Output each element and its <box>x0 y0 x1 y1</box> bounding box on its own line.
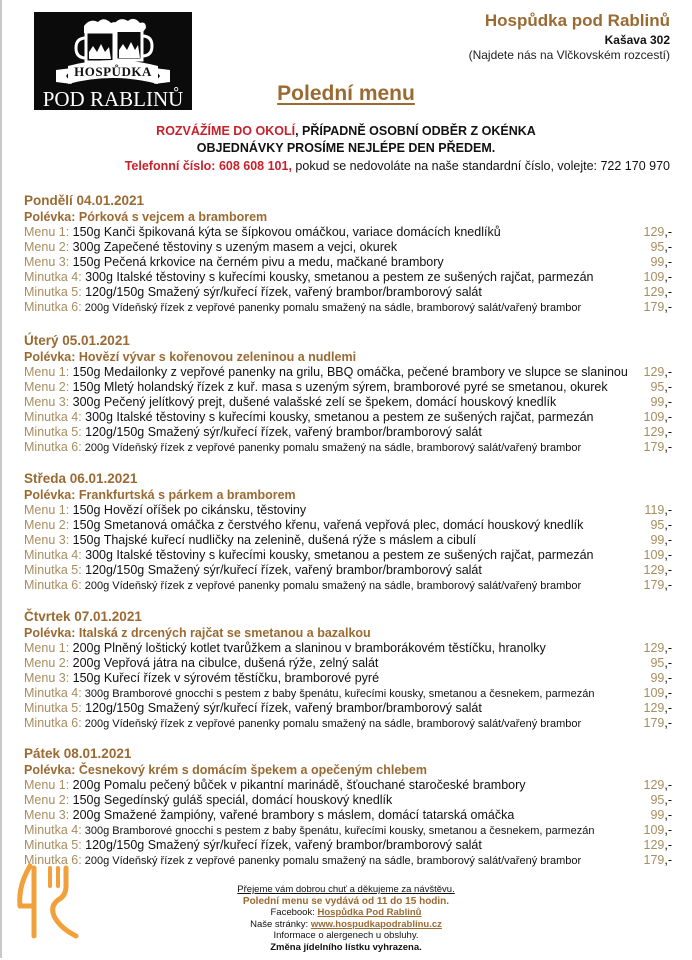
restaurant-name: Hospůdka pod Rablinů <box>484 11 670 30</box>
web-label: Naše stránky: <box>250 918 311 930</box>
menu-item-description: 200g Pomalu pečený bůček v pikantní marinádě, šťouchané staročeské brambory <box>69 778 526 792</box>
menu-item-description: 120g/150g Smažený sýr/kuřecí řízek, vařený brambor/bramborový salát <box>81 838 482 852</box>
restaurant-address: Kašava 302 <box>604 33 670 47</box>
menu-item-label: Minutka 6: <box>24 716 82 730</box>
price-value: 129 <box>643 563 665 577</box>
menu-item <box>24 656 672 671</box>
menu-item-label: Minutka 4: <box>24 686 82 700</box>
price-value: 99 <box>650 395 665 409</box>
price-value: 95 <box>650 656 665 670</box>
price-suffix: ,- <box>664 548 672 562</box>
menu-item-price <box>644 641 673 656</box>
menu-item-description: 300g Italské těstoviny s kuřecími kousky, smetanou a pestem ze sušených rajčat, parmezán <box>81 410 594 424</box>
soup-line: Polévka: Italská z drcených rajčat se smetanou a bazalkou <box>24 626 371 640</box>
menu-item-price <box>650 255 672 270</box>
menu-item-description: 150g Smetanová omáčka z čerstvého křenu, vařená vepřová plec, domácí houskový knedlík <box>69 518 584 532</box>
price-suffix: ,- <box>664 225 672 239</box>
menu-item-label: Minutka 4: <box>24 548 82 562</box>
location-note: (Najdete nás na Vlčkovském rozcestí) <box>468 48 670 62</box>
price-value: 95 <box>650 518 665 532</box>
price-value: 129 <box>643 701 665 715</box>
menu-item <box>24 300 672 315</box>
price-suffix: ,- <box>664 808 672 822</box>
menu-item-label: Menu 1: <box>24 365 70 379</box>
website-link[interactable]: www.hospudkapodrablinu.cz <box>310 918 442 930</box>
page-title-wrap <box>0 82 692 106</box>
menu-item-price <box>644 548 673 563</box>
menu-item-description: 200g Vepřová játra na cibulce, dušená rýže, zelný salát <box>69 656 379 670</box>
menu-item-label: Minutka 4: <box>24 823 82 837</box>
price-value: 179 <box>643 716 665 730</box>
menu-item-label: Menu 1: <box>24 641 70 655</box>
menu-item-label: Menu 3: <box>24 808 70 822</box>
price-value: 99 <box>650 255 665 269</box>
menu-item <box>24 503 672 518</box>
menu-item-price <box>650 395 672 410</box>
menu-item-price <box>644 440 673 455</box>
menu-item-price <box>644 225 673 240</box>
menu-item-price <box>644 563 673 578</box>
price-value: 99 <box>650 533 665 547</box>
menu-item-price <box>644 716 673 731</box>
menu-item-price <box>644 300 673 315</box>
price-suffix: ,- <box>664 503 672 517</box>
menu-item-description: 200g Vídeňský řízek z vepřové panenky pomalu smažený na sádle, bramborový salát/vařený brambor <box>81 855 582 867</box>
price-suffix: ,- <box>664 778 672 792</box>
menu-item-label: Minutka 6: <box>24 300 82 314</box>
price-suffix: ,- <box>664 285 672 299</box>
menu-item-price <box>644 270 673 285</box>
menu-item-description: 300g Italské těstoviny s kuřecími kousky, smetanou a pestem ze sušených rajčat, parmezán <box>81 548 594 562</box>
menu-item <box>24 671 672 686</box>
price-suffix: ,- <box>664 701 672 715</box>
menu-item <box>24 518 672 533</box>
price-value: 179 <box>643 853 665 867</box>
menu-item <box>24 641 672 656</box>
soup-line: Polévka: Frankfurtská s párkem a bramborem <box>24 488 296 502</box>
footer-hours: Polední menu se vydává od 11 do 15 hodin. <box>242 895 450 907</box>
menu-item <box>24 410 672 425</box>
menu-item-description: 300g Pečený jelítkový prejt, dušené valašské zelí se špekem, domácí houskový knedlík <box>69 395 557 409</box>
price-value: 179 <box>643 300 665 314</box>
soup-line: Polévka: Česnekový krém s domácím špekem a opečeným chlebem <box>24 763 427 777</box>
menu-item-label: Menu 2: <box>24 793 70 807</box>
menu-item-label: Menu 1: <box>24 225 70 239</box>
menu-item-label: Menu 2: <box>24 656 70 670</box>
menu-item-description: 120g/150g Smažený sýr/kuřecí řízek, vařený brambor/bramborový salát <box>81 701 482 715</box>
price-value: 129 <box>643 838 665 852</box>
price-value: 109 <box>643 410 665 424</box>
price-suffix: ,- <box>664 838 672 852</box>
menu-item-price <box>644 425 673 440</box>
allergens-info: Informace o alergenech u obsluhy. <box>273 930 419 941</box>
menu-item <box>24 793 672 808</box>
menu-item-description: 120g/150g Smažený sýr/kuřecí řízek, vařený brambor/bramborový salát <box>81 425 482 439</box>
price-value: 109 <box>643 823 665 837</box>
menu-item-description: 150g Thajské kuřecí nudličky na zelenině, dušená rýže s máslem a cibulí <box>69 533 477 547</box>
menu-item <box>24 255 672 270</box>
menu-item-description: 150g Medailonky z vepřové panenky na grilu, BBQ omáčka, pečené brambory ve slupce se slaninou <box>69 365 628 379</box>
menu-item-price <box>644 285 673 300</box>
price-suffix: ,- <box>664 656 672 670</box>
menu-item-description: 200g Vídeňský řízek z vepřové panenky pomalu smažený na sádle, bramborový salát/vařený brambor <box>81 718 582 730</box>
menu-item-price <box>644 578 673 593</box>
day-section <box>24 332 672 455</box>
footer-thanks: Přejeme vám dobrou chuť a děkujeme za návštěvu. <box>237 884 455 895</box>
day-heading: Pondělí 04.01.2021 <box>24 193 145 208</box>
price-suffix: ,- <box>664 671 672 685</box>
menu-item-label: Minutka 4: <box>24 410 82 424</box>
menu-item-price <box>644 701 673 716</box>
soup-line: Polévka: Pórková s vejcem a bramborem <box>24 210 268 224</box>
menu-item-description: 200g Vídeňský řízek z vepřové panenky pomalu smažený na sádle, bramborový salát/vařený brambor <box>81 580 582 592</box>
menu-item <box>24 563 672 578</box>
menu-item-description: 200g Smažené žampióny, vařené brambory s máslem, domácí tatarská omáčka <box>69 808 515 822</box>
day-heading: Úterý 05.01.2021 <box>24 333 130 348</box>
menu-item-description: 150g Segedínský guláš speciál, domácí houskový knedlík <box>69 793 393 807</box>
menu-item-price <box>644 853 673 868</box>
menu-item-description: 300g Bramborové gnocchi s pestem z baby špenátu, kuřecími kousky, smetanou a česnekem, parmezán <box>81 688 595 700</box>
price-value: 99 <box>650 808 665 822</box>
menu-item <box>24 533 672 548</box>
menu-change-note: Změna jídelního lístku vyhrazena. <box>270 941 422 953</box>
price-value: 109 <box>643 548 665 562</box>
menu-item-label: Minutka 6: <box>24 440 82 454</box>
price-value: 95 <box>650 380 665 394</box>
price-suffix: ,- <box>664 440 672 454</box>
price-suffix: ,- <box>664 300 672 314</box>
menu-item-price <box>644 410 673 425</box>
price-value: 99 <box>650 671 665 685</box>
phone-number[interactable]: Telefonní číslo: 608 608 101, <box>124 159 292 173</box>
price-suffix: ,- <box>664 425 672 439</box>
menu-item-price <box>644 778 673 793</box>
menu-item-description: 150g Hovězí oříšek po cikánsku, těstoviny <box>69 503 307 517</box>
day-section <box>24 470 672 593</box>
menu-item-description: 150g Kuřecí řízek v sýrovém těstíčku, bramborové pyré <box>69 671 380 685</box>
menu-item-description: 300g Zapečené těstoviny s uzeným masem a vejci, okurek <box>69 240 398 254</box>
price-value: 129 <box>643 285 665 299</box>
price-suffix: ,- <box>664 365 672 379</box>
menu-item-price <box>650 518 672 533</box>
restaurant-info <box>469 11 670 63</box>
delivery-notice <box>0 123 692 157</box>
menu-item-label: Menu 2: <box>24 380 70 394</box>
menu-item-description: 300g Bramborové gnocchi s pestem z baby špenátu, kuřecími kousky, smetanou a česnekem, parmezán <box>81 825 595 837</box>
price-value: 129 <box>643 365 665 379</box>
menu-item-price <box>644 838 673 853</box>
day-heading: Pátek 08.01.2021 <box>24 746 132 761</box>
menu-item-label: Menu 2: <box>24 518 70 532</box>
menu-item <box>24 686 672 701</box>
menu-item-description: 200g Plněný loštický kotlet tvarůžkem a slaninou v bramborákovém těstíčku, hranolky <box>69 641 546 655</box>
menu-item-price <box>644 686 673 701</box>
menu-item <box>24 823 672 838</box>
menu-item-price <box>650 533 672 548</box>
menu-item-description: 300g Italské těstoviny s kuřecími kousky, smetanou a pestem ze sušených rajčat, parmezán <box>81 270 594 284</box>
menu-item-label: Minutka 5: <box>24 425 82 439</box>
price-suffix: ,- <box>664 793 672 807</box>
price-suffix: ,- <box>664 395 672 409</box>
menu-item-label: Menu 1: <box>24 778 70 792</box>
logo-line-2: POD RABLINŮ <box>42 87 184 111</box>
price-value: 95 <box>650 793 665 807</box>
menu-item-label: Menu 2: <box>24 240 70 254</box>
day-section <box>24 192 672 315</box>
menu-item <box>24 270 672 285</box>
menu-item-label: Minutka 6: <box>24 853 82 867</box>
footer <box>0 884 692 953</box>
page-title: Polední menu <box>277 82 415 105</box>
price-value: 109 <box>643 686 665 700</box>
menu-item-label: Menu 3: <box>24 255 70 269</box>
menu-item-price <box>644 503 672 518</box>
menu-item-description: 200g Vídeňský řízek z vepřové panenky pomalu smažený na sádle, bramborový salát/vařený brambor <box>81 442 582 454</box>
day-section <box>24 608 672 731</box>
price-suffix: ,- <box>664 240 672 254</box>
menu-item-description: 200g Vídeňský řízek z vepřové panenky pomalu smažený na sádle, bramborový salát/vařený brambor <box>81 302 582 314</box>
price-suffix: ,- <box>664 255 672 269</box>
day-section <box>24 745 672 868</box>
menu-item-label: Minutka 4: <box>24 270 82 284</box>
price-value: 109 <box>643 270 665 284</box>
delivery-highlight: ROZVÁŽÍME DO OKOLÍ <box>156 124 296 138</box>
menu-item <box>24 778 672 793</box>
phone-alt-text: pokud se nedovoláte na naše standardní číslo, volejte: 722 170 970 <box>291 159 670 173</box>
menu-item <box>24 440 672 455</box>
price-suffix: ,- <box>664 380 672 394</box>
price-value: 95 <box>650 240 665 254</box>
menu-item-description: 120g/150g Smažený sýr/kuřecí řízek, vařený brambor/bramborový salát <box>81 285 482 299</box>
menu-item-label: Minutka 5: <box>24 701 82 715</box>
price-value: 179 <box>643 578 665 592</box>
menu-item-description: 150g Kanči špikovaná kýta se šípkovou omáčkou, variace domácích knedlíků <box>69 225 501 239</box>
menu-item <box>24 548 672 563</box>
menu-item-price <box>650 671 672 686</box>
menu-item <box>24 240 672 255</box>
price-suffix: ,- <box>664 410 672 424</box>
facebook-label: Facebook: <box>270 907 318 918</box>
price-value: 129 <box>643 778 665 792</box>
facebook-link[interactable]: Hospůdka Pod Rablinů <box>317 907 422 918</box>
menu-item <box>24 225 672 240</box>
menu-item <box>24 853 672 868</box>
menu-item <box>24 838 672 853</box>
menu-item-label: Menu 3: <box>24 395 70 409</box>
menu-item-label: Minutka 5: <box>24 838 82 852</box>
menu-item-price <box>650 240 672 255</box>
menu-item <box>24 365 672 380</box>
price-value: 129 <box>643 425 665 439</box>
menu-item-price <box>650 380 672 395</box>
menu-item-label: Minutka 5: <box>24 285 82 299</box>
price-value: 129 <box>643 641 665 655</box>
menu-item-label: Menu 3: <box>24 671 70 685</box>
menu-item-price <box>650 793 672 808</box>
menu-item-label: Menu 1: <box>24 503 70 517</box>
menu-item-price <box>650 808 672 823</box>
price-suffix: ,- <box>664 578 672 592</box>
menu-item <box>24 578 672 593</box>
menu-item <box>24 380 672 395</box>
menu-item-description: 150g Mletý holandský řízek z kuř. masa s uzeným sýrem, bramborové pyré se smetanou, okurek <box>69 380 608 394</box>
orders-text: OBJEDNÁVKY PROSÍME NEJLÉPE DEN PŘEDEM. <box>196 141 496 155</box>
day-heading: Čtvrtek 07.01.2021 <box>24 609 142 624</box>
price-suffix: ,- <box>664 563 672 577</box>
menu-item-label: Menu 3: <box>24 533 70 547</box>
menu-item-price <box>650 656 672 671</box>
menu-item <box>24 425 672 440</box>
price-suffix: ,- <box>664 853 672 867</box>
delivery-text: , PŘÍPADNĚ OSOBNÍ ODBĚR Z OKÉNKA <box>295 124 536 138</box>
menu-item <box>24 701 672 716</box>
price-value: 179 <box>643 440 665 454</box>
price-suffix: ,- <box>664 270 672 284</box>
menu-item-price <box>644 365 673 380</box>
menu-item-label: Minutka 5: <box>24 563 82 577</box>
day-heading: Středa 06.01.2021 <box>24 471 138 486</box>
menu-item <box>24 285 672 300</box>
price-suffix: ,- <box>664 716 672 730</box>
price-suffix: ,- <box>664 686 672 700</box>
price-suffix: ,- <box>664 823 672 837</box>
price-value: 119 <box>644 503 665 517</box>
phone-line <box>125 159 670 173</box>
menu-item-description: 150g Pečená krkovice na černém pivu a medu, mačkané brambory <box>69 255 444 269</box>
menu-item <box>24 395 672 410</box>
price-suffix: ,- <box>664 641 672 655</box>
soup-line: Polévka: Hovězí vývar s kořenovou zeleninou a nudlemi <box>24 350 357 364</box>
price-suffix: ,- <box>664 533 672 547</box>
menu-item-description: 120g/150g Smažený sýr/kuřecí řízek, vařený brambor/bramborový salát <box>81 563 482 577</box>
price-suffix: ,- <box>664 518 672 532</box>
logo-line-1: HOSPŮDKA <box>74 64 152 79</box>
menu-item <box>24 808 672 823</box>
menu-item-price <box>644 823 673 838</box>
menu-item-label: Minutka 6: <box>24 578 82 592</box>
menu-item <box>24 716 672 731</box>
price-value: 129 <box>643 225 665 239</box>
